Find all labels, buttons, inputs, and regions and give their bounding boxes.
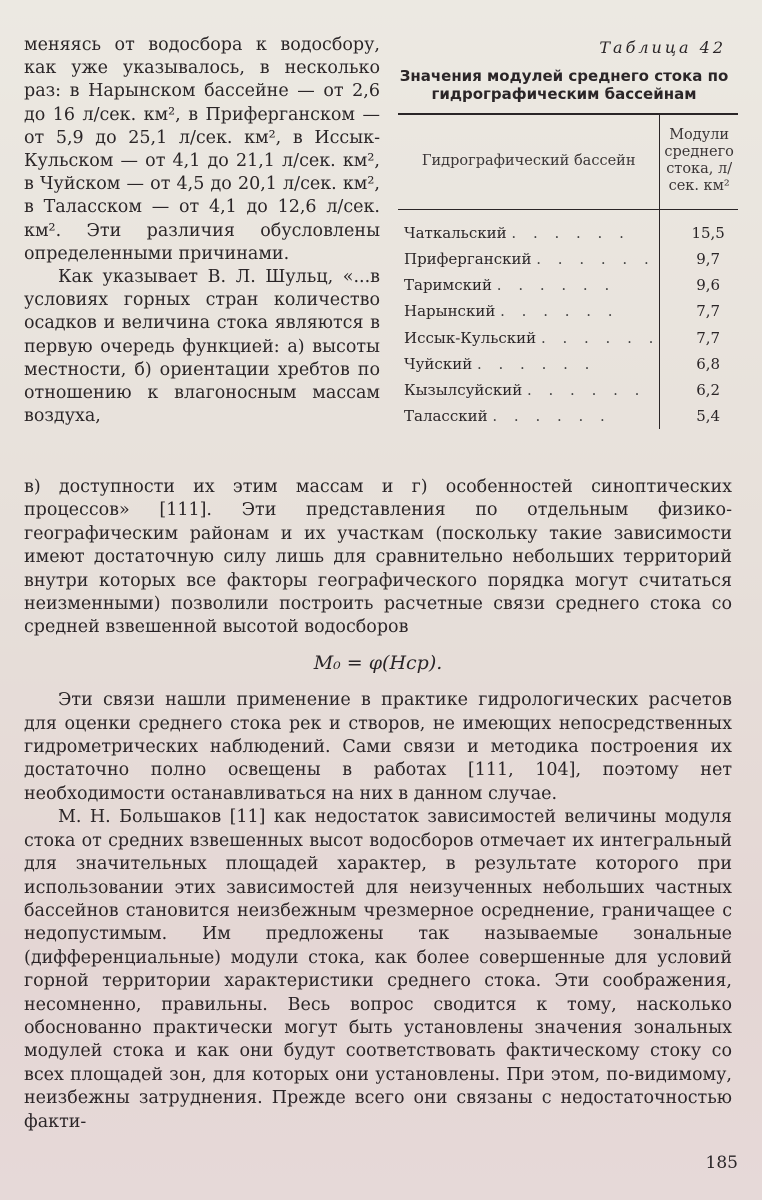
module-cell: 15,5 xyxy=(660,210,738,247)
module-cell: 9,7 xyxy=(660,246,738,272)
formula: M₀ = φ(Hср). xyxy=(313,651,443,674)
column-header-basin: Гидрографический бассейн xyxy=(398,114,660,210)
page-number: 185 xyxy=(705,1153,738,1173)
basin-cell: Кызылсуйский . . . . . . xyxy=(404,381,646,400)
table-row xyxy=(398,272,738,298)
table-row xyxy=(398,325,738,351)
table-row xyxy=(398,403,738,429)
table-title: Значения модулей среднего стока по гидрографическим бассейнам xyxy=(399,67,729,103)
basin-cell: Чаткальский . . . . . . xyxy=(404,224,630,242)
runoff-modules-table xyxy=(398,113,738,429)
paragraph-bolshakov: М. Н. Большаков [11] как недостаток зависимостей величины модуля стока от средних взвешенных высот водосборов отмечает их интегральный для значительных площадей характер, в результате которого при использовании этих зависимостей для неизученных небольших частных бассейнов становится неизбежным чрезмерное осреднение, граничащее с недопустимым. Им предложены так называемые зональные (дифференциальные) модули стока, как более совершенные для условий горной территории характеристики среднего стока. Эти соображения, несомненно, правильны. Весь вопрос сводится к тому, насколько обоснованно практически могут быть установлены значения зональных модулей стока и как они будут соответствовать фактическому стоку со всех площадей зон, для которых они установлены. При этом, по-видимому, неизбежны затруднения. Прежде всего они связаны с недостаточностью факти- xyxy=(24,807,732,1132)
table-row xyxy=(398,351,738,377)
basin-cell: Иссык-Кульский . . . . . . xyxy=(404,328,660,347)
left-text-column xyxy=(24,34,380,428)
paragraph-continuation: в) доступности их этим массам и г) особенностей синоптических процессов» [111]. Эти представления по отдельным физико-географическим районам и их участкам (поскольку такие зависимости имеют достаточную силу лишь для сравнительно небольших территорий внутри которых все факторы географического порядка могут считаться неизменными) позволили построить расчетные связи среднего стока со средней взвешенной высотой водосборов xyxy=(24,477,732,638)
paragraph-relations: Эти связи нашли применение в практике гидрологических расчетов для оценки среднего стока рек и створов, не имеющих непосредственных гидрометрических наблюдений. Сами связи и методика построения их достаточно полно освещены в работах [111, 104], поэтому нет необходимости останавливаться на них в данном случае. xyxy=(24,690,732,804)
paragraph-intro: меняясь от водосбора к водосбору, как уже указывалось, в несколько раз: в Нарынском бассейне — от 2,6 до 16 л/сек. км², в Приферганском — от 5,9 до 25,1 л/сек. км², в Иссык-Кульском — от 4,1 до 21,1 л/сек. км², в Чуйском — от 4,5 до 20,1 л/сек. км², в Таласском — от 4,1 до 12,6 л/сек. км². Эти различия обусловлены определенными причинами. xyxy=(24,35,380,264)
table-header-row xyxy=(398,114,738,210)
module-cell: 7,7 xyxy=(660,298,738,324)
main-text-body xyxy=(24,476,732,1134)
table-42 xyxy=(398,38,734,429)
basin-cell: Приферганский . . . . . . xyxy=(404,250,655,269)
basin-cell: Нарынский . . . . . . xyxy=(404,302,619,321)
basin-cell: Чуйский . . . . . . xyxy=(404,354,596,373)
table-number: Таблица 42 xyxy=(599,38,726,57)
table-row xyxy=(398,377,738,403)
table-row xyxy=(398,298,738,324)
module-cell: 5,4 xyxy=(660,403,738,429)
module-cell: 7,7 xyxy=(660,325,738,351)
table-row xyxy=(398,210,738,247)
basin-cell: Таласский . . . . . . xyxy=(404,407,611,426)
module-cell: 9,6 xyxy=(660,272,738,298)
column-header-module: Модули среднего стока, л/сек. км² xyxy=(660,114,738,210)
basin-cell: Таримский . . . . . . xyxy=(404,276,616,295)
paragraph-schulz-quote: Как указывает В. Л. Шульц, «...в условиях горных стран количество осадков и величина стока являются в первую очередь функцией: а) высоты местности, б) ориентации хребтов по отношению к влагоносным массам воздуха, xyxy=(24,267,380,427)
table-row xyxy=(398,246,738,272)
module-cell: 6,8 xyxy=(660,351,738,377)
module-cell: 6,2 xyxy=(660,377,738,403)
